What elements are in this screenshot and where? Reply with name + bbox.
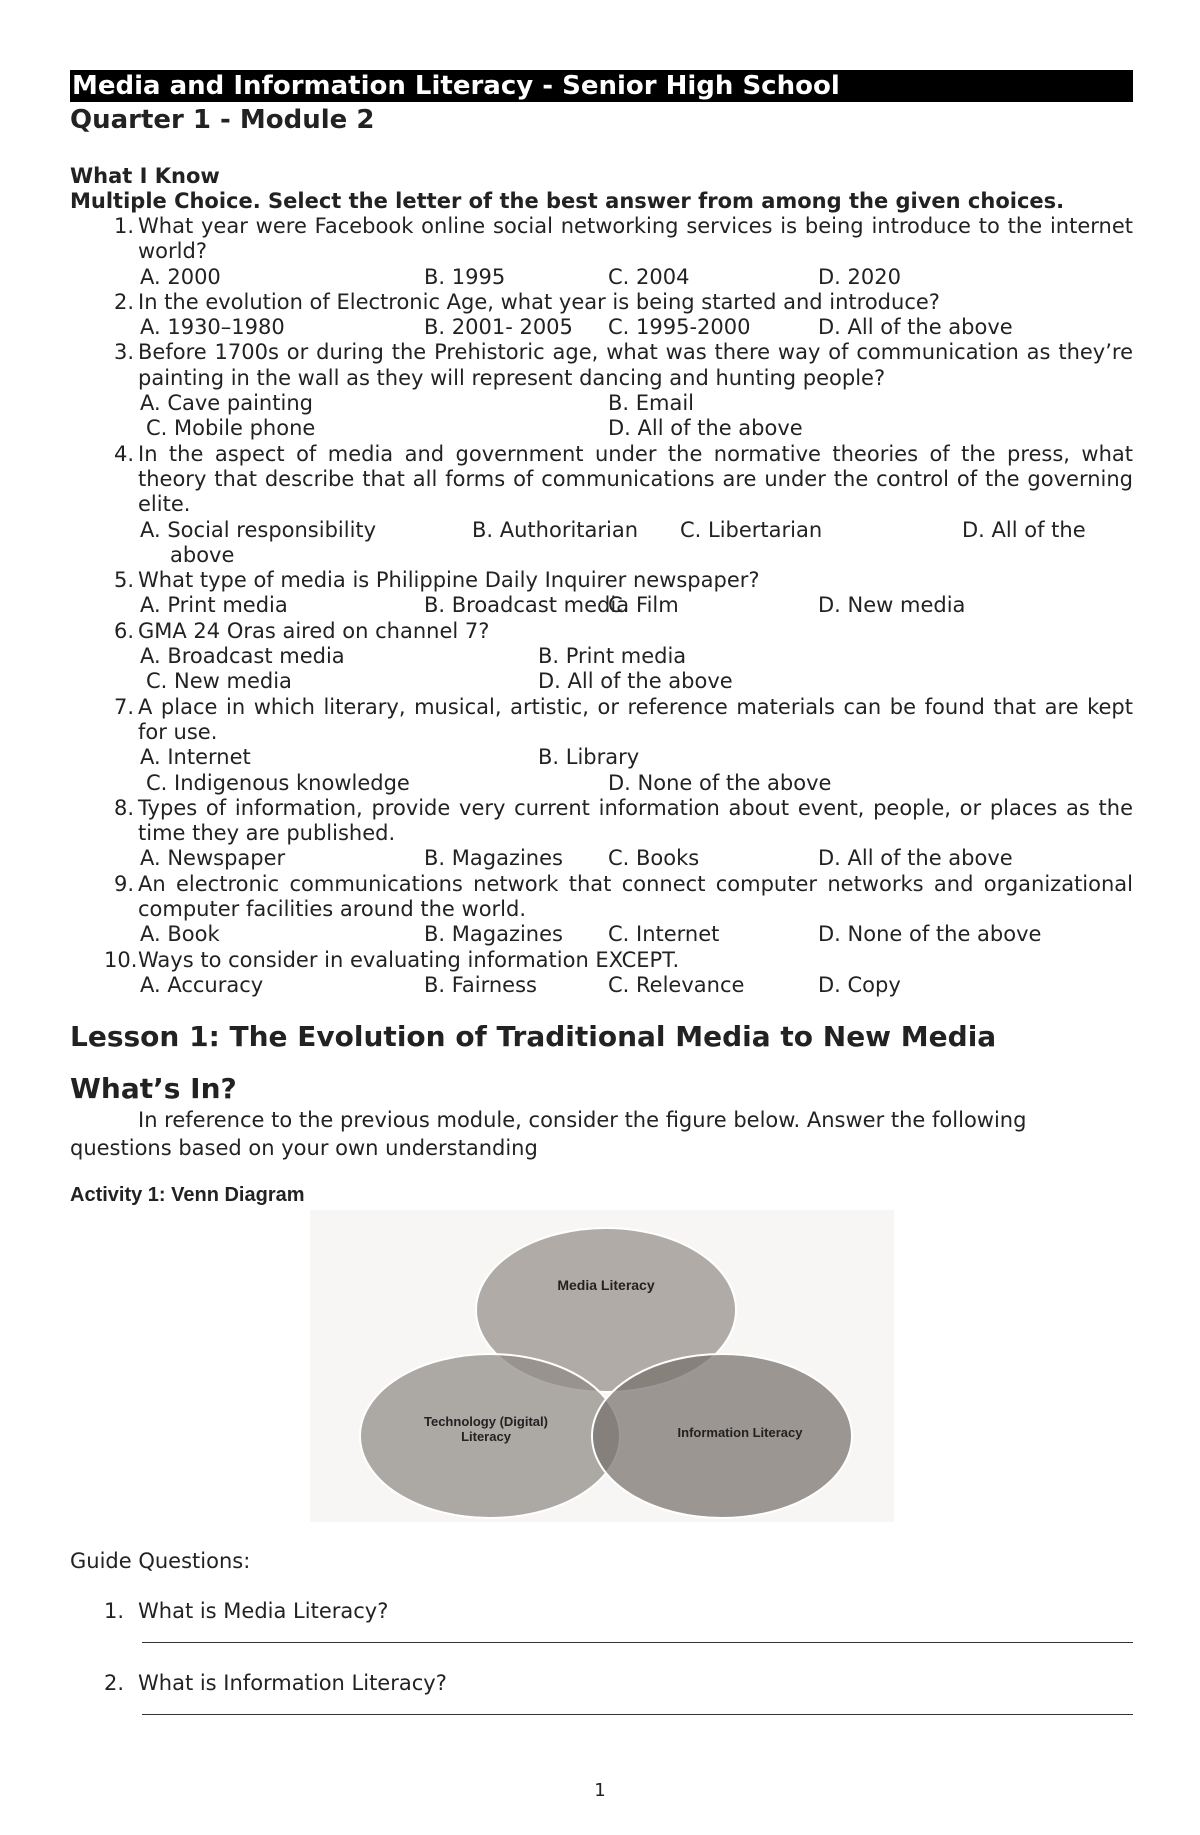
answer-choice: C. New media <box>146 669 292 694</box>
answer-choice: D. None of the above <box>818 922 1042 947</box>
choice-row <box>70 922 1133 947</box>
question-text: An electronic communications network that connect computer networks and organizational computer facilities around the world. <box>138 871 1133 922</box>
answer-choice: B. Magazines <box>424 922 563 947</box>
answer-choice: A. Book <box>140 922 220 947</box>
answer-choice: C. Books <box>608 846 700 871</box>
question-number: 6. <box>113 618 134 643</box>
lesson-title: Lesson 1: The Evolution of Traditional Media to New Media <box>70 1020 997 1054</box>
choice-row <box>70 518 1133 543</box>
question-number: 5. <box>113 568 134 593</box>
guide-question-item <box>70 1597 1133 1643</box>
answer-choice: D. All of the above <box>818 315 1013 340</box>
question-text: Types of information, provide very current information about event, people, or places as the time they are published. <box>138 795 1133 846</box>
choice-row <box>70 644 1133 669</box>
guide-question-item <box>70 1669 1133 1715</box>
choice-row <box>70 315 1133 340</box>
answer-choice: A. 2000 <box>140 264 221 289</box>
answer-choice: B. Library <box>538 745 640 770</box>
guide-questions <box>70 1547 1133 1715</box>
question-number: 7. <box>113 694 134 719</box>
module-title: Quarter 1 - Module 2 <box>70 105 375 135</box>
activity-title: Activity 1: Venn Diagram <box>70 1184 305 1207</box>
answer-choice: A. Print media <box>140 593 288 618</box>
guide-question-text: What is Media Literacy? <box>138 1599 389 1623</box>
document-page <box>70 70 1133 1208</box>
answer-choice: B. Authoritarian <box>472 517 639 542</box>
page-number: 1 <box>594 1780 606 1801</box>
guide-question-number: 2. <box>104 1671 125 1695</box>
answer-choice: D. 2020 <box>818 264 901 289</box>
answer-choice: A. Cave painting <box>140 391 313 416</box>
question-number: 2. <box>113 289 134 314</box>
question-number: 4. <box>113 441 134 466</box>
answer-choice: D. All of the above <box>818 846 1013 871</box>
guide-question <box>70 1597 1133 1625</box>
answer-choice: C. Indigenous knowledge <box>146 770 410 795</box>
answer-choice: A. Accuracy <box>140 972 264 997</box>
answer-choice: C. Relevance <box>608 972 745 997</box>
question-number: 10. <box>104 947 138 972</box>
question-number: 1. <box>113 214 134 238</box>
question-number: 3. <box>113 340 134 365</box>
answer-choice: B. Email <box>608 391 695 416</box>
question-list <box>70 214 1133 998</box>
question-text: In the evolution of Electronic Age, what year is being started and introduce? <box>138 289 940 314</box>
question-item <box>70 695 1133 796</box>
whats-in-heading: What’s In? <box>70 1072 237 1106</box>
intro-text: In reference to the previous module, consider the figure below. Answer the following questions based on your own understanding <box>70 1108 1027 1161</box>
answer-choice: B. Print media <box>538 644 687 669</box>
answer-choice: C. Mobile phone <box>146 416 316 441</box>
answer-line[interactable] <box>142 1713 1133 1715</box>
choice-row <box>70 265 1133 290</box>
guide-question <box>70 1669 1133 1697</box>
answer-choice: D. New media <box>818 593 966 618</box>
instructions: Multiple Choice. Select the letter of the best answer from among the given choices. <box>70 189 1065 213</box>
choice-row <box>70 543 1133 568</box>
answer-choice: A. Broadcast media <box>140 644 345 669</box>
choice-row <box>70 771 1133 796</box>
question-item <box>70 796 1133 872</box>
guide-heading: Guide Questions: <box>70 1549 251 1573</box>
answer-choice: C. Internet <box>608 922 720 947</box>
answer-choice: D. Copy <box>818 972 901 997</box>
question-item <box>70 568 1133 619</box>
question-text: Before 1700s or during the Prehistoric age, what was there way of communication as they’re painting in the wall as they will represent dancing and hunting people? <box>138 340 1133 390</box>
question-item <box>70 290 1133 341</box>
answer-choice: B. Fairness <box>424 972 537 997</box>
question-text: GMA 24 Oras aired on channel 7? <box>138 618 490 643</box>
answer-choice: A. Newspaper <box>140 846 286 871</box>
question-item <box>70 619 1133 695</box>
intro-paragraph <box>70 1106 1133 1162</box>
question-text: What year were Facebook online social networking services is being introduce to the internet world? <box>138 214 1133 264</box>
question-number: 9. <box>113 871 134 896</box>
answer-choice: D. All of the above <box>608 416 803 441</box>
question-item <box>70 214 1133 290</box>
venn-diagram <box>310 1210 894 1522</box>
question-item <box>70 340 1133 441</box>
answer-choice: D. None of the above <box>608 770 832 795</box>
answer-choice: A. 1930–1980 <box>140 315 285 340</box>
venn-label-media: Media Literacy <box>557 1277 655 1293</box>
guide-question-number: 1. <box>104 1599 125 1623</box>
answer-choice: A. Internet <box>140 745 251 770</box>
choice-row <box>70 669 1133 694</box>
answer-choice: D. All of the above <box>538 669 733 694</box>
answer-choice: C. 2004 <box>608 264 690 289</box>
question-text: In the aspect of media and government under the normative theories of the press, what theory that describe that all forms of communications are under the control of the governing elite. <box>138 441 1133 517</box>
venn-label-information: Information Literacy <box>677 1425 803 1440</box>
venn-label-technology-line2: Literacy <box>461 1429 511 1444</box>
choice-row <box>70 745 1133 770</box>
question-item <box>70 948 1133 999</box>
answer-line[interactable] <box>142 1641 1133 1643</box>
course-title: Media and Information Literacy - Senior High School <box>70 70 1133 102</box>
venn-label-technology-line1: Technology (Digital) <box>424 1414 548 1429</box>
choice-row <box>70 973 1133 998</box>
answer-choice: C. 1995-2000 <box>608 315 751 340</box>
choice-row <box>70 391 1133 416</box>
question-item <box>70 872 1133 948</box>
answer-choice: above <box>170 542 235 567</box>
answer-choice: D. All of the <box>962 517 1086 542</box>
guide-question-text: What is Information Literacy? <box>138 1671 447 1695</box>
guide-question-list <box>70 1597 1133 1715</box>
answer-choice: B. 2001- 2005 <box>424 315 573 340</box>
answer-choice: B. Broadcast media <box>424 593 630 618</box>
question-text: A place in which literary, musical, artistic, or reference materials can be found that are kept for use. <box>138 694 1133 744</box>
question-text: Ways to consider in evaluating information EXCEPT. <box>138 947 680 972</box>
choice-row <box>70 416 1133 441</box>
question-number: 8. <box>113 795 134 820</box>
answer-choice: C. Libertarian <box>680 517 823 542</box>
choice-row <box>70 846 1133 871</box>
what-i-know-heading: What I Know <box>70 164 220 188</box>
answer-choice: B. 1995 <box>424 264 506 289</box>
question-item <box>70 442 1133 568</box>
question-text: What type of media is Philippine Daily Inquirer newspaper? <box>138 568 760 593</box>
answer-choice: B. Magazines <box>424 846 563 871</box>
answer-choice: A. Social responsibility <box>140 517 377 542</box>
choice-row <box>70 593 1133 618</box>
answer-choice: C. Film <box>608 593 679 618</box>
